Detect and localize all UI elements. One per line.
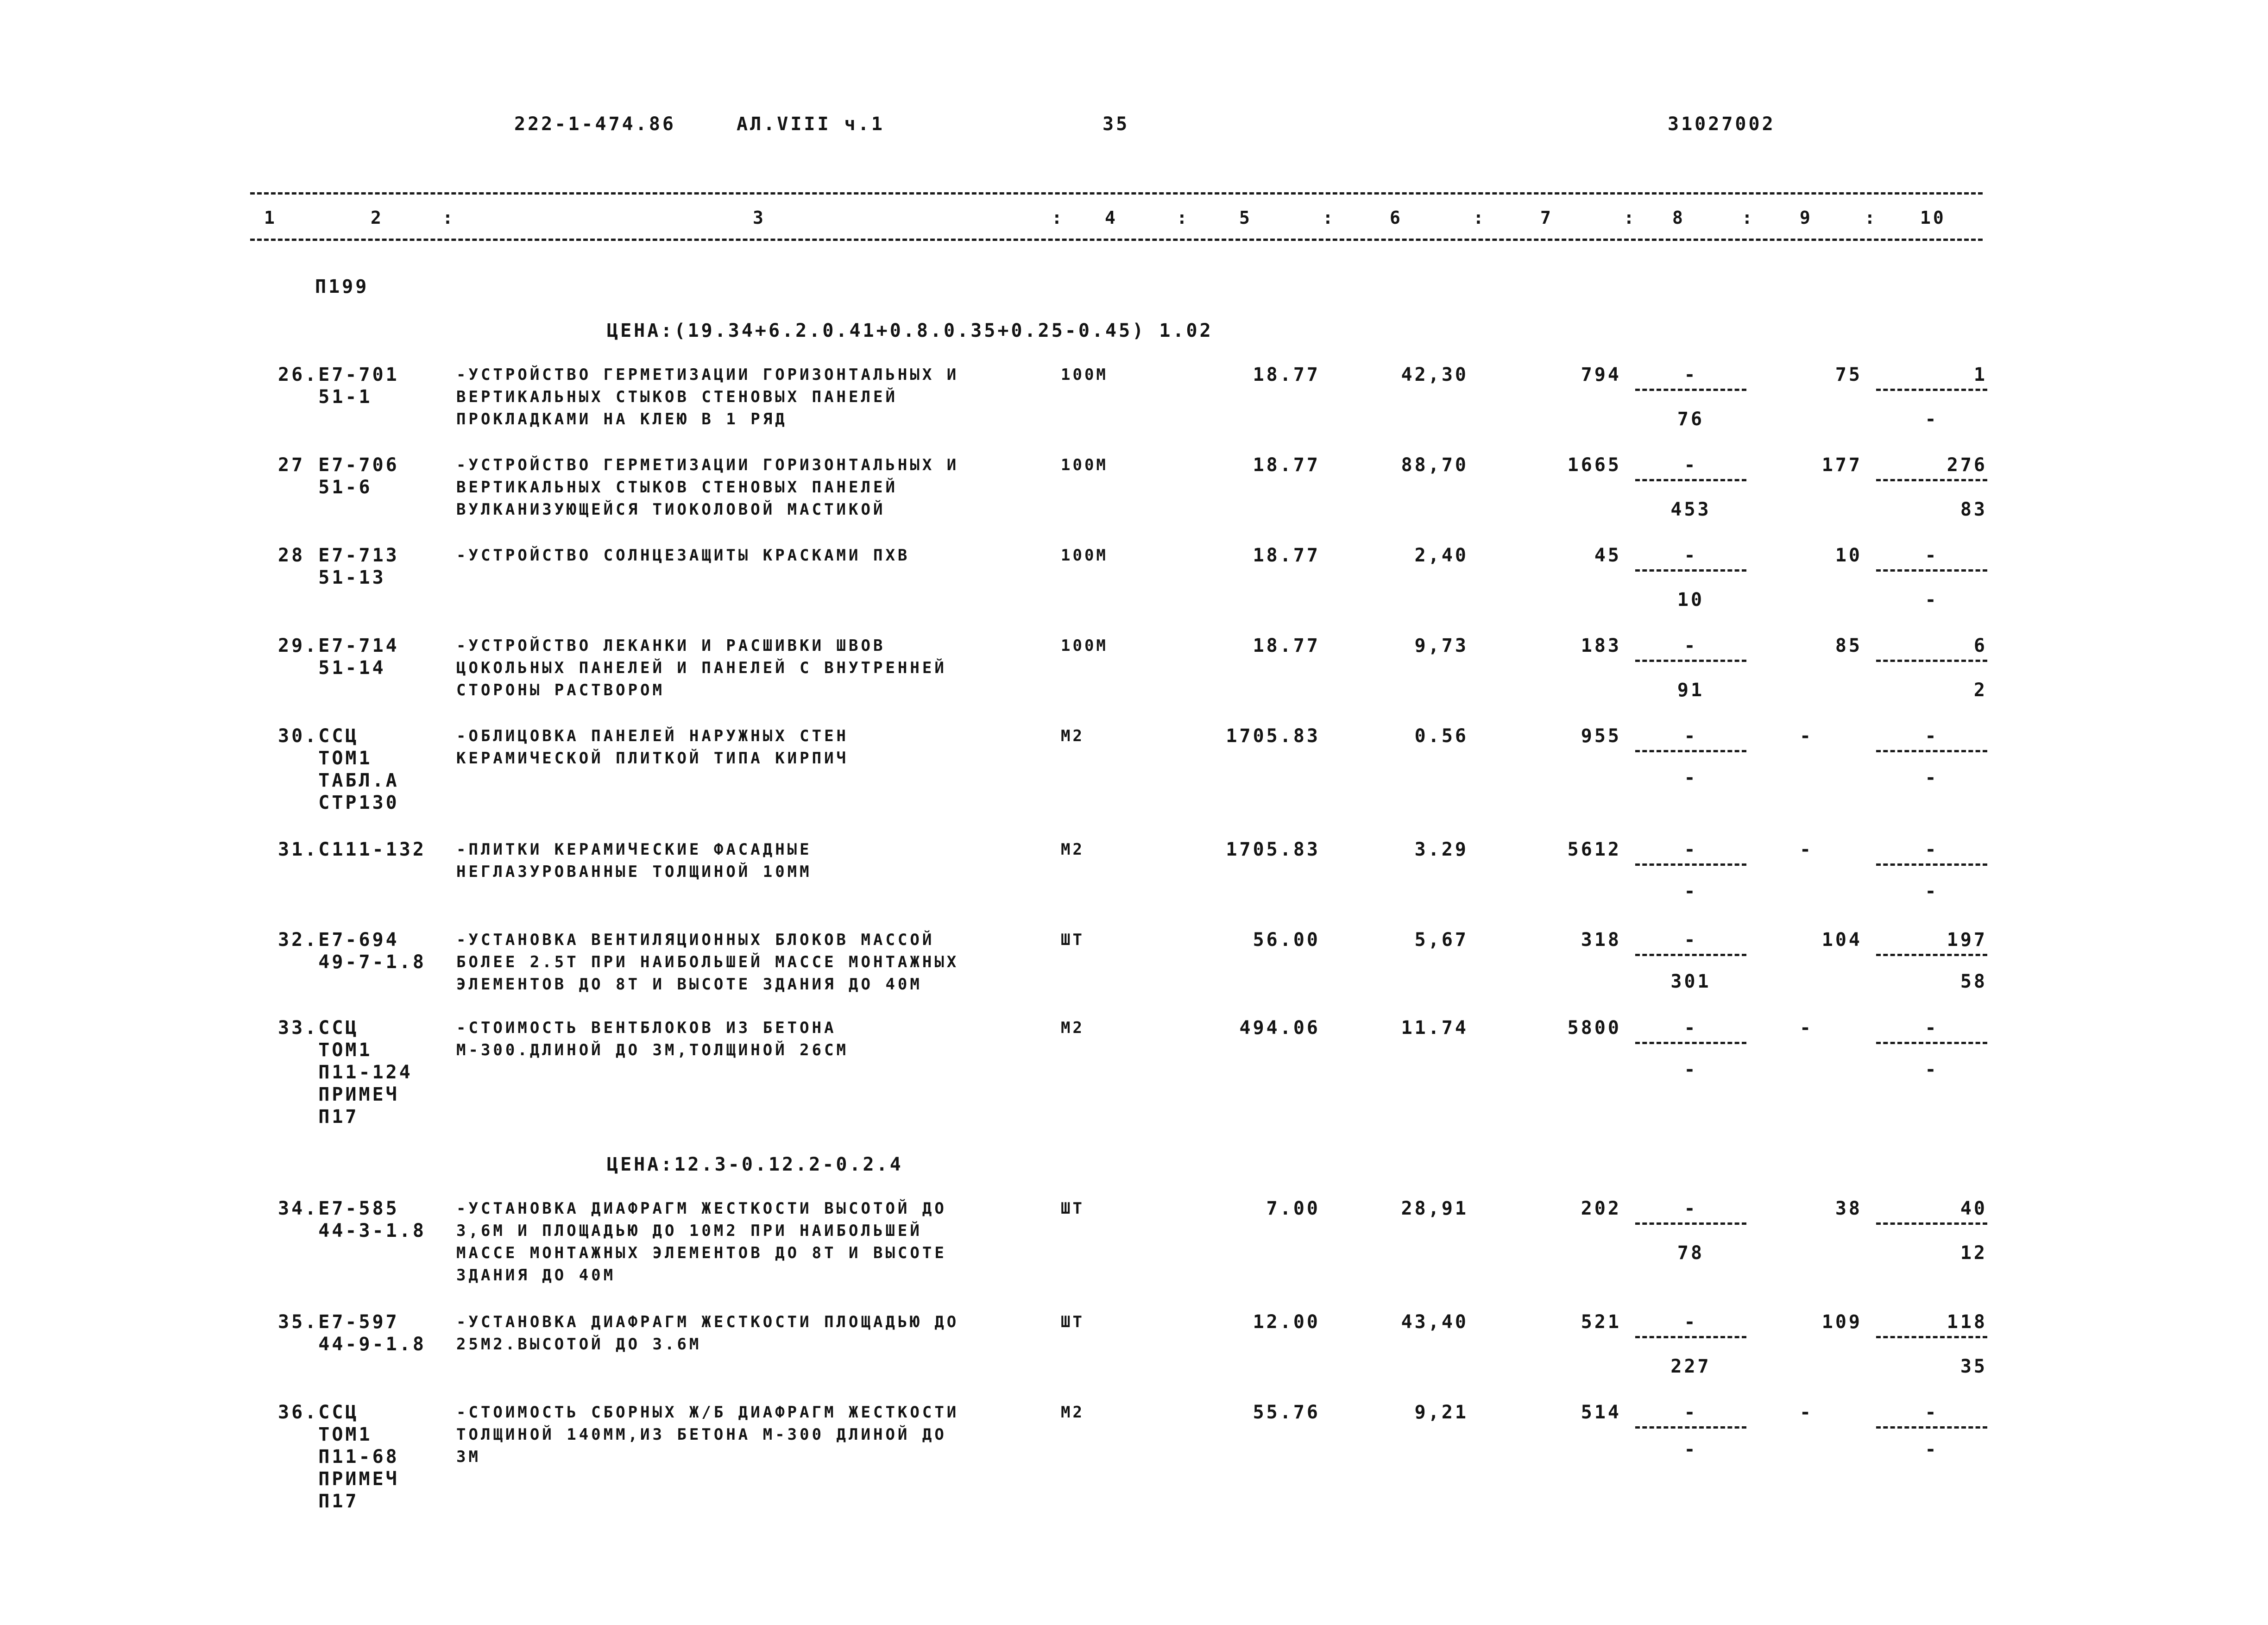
section-ref: П199: [315, 276, 369, 297]
table-header-bottom-rule: [250, 239, 1983, 241]
row-total: 45: [1594, 545, 1621, 566]
col10-bottom: 83: [1960, 499, 1987, 520]
row-unit-price: 9,21: [1414, 1402, 1468, 1423]
fraction-bar: [1876, 569, 1987, 572]
row-unit-price: 9,73: [1414, 635, 1468, 656]
fraction-bar: [1876, 660, 1987, 662]
row-col9: 109: [1821, 1311, 1862, 1333]
row-unit: М2: [1061, 727, 1084, 745]
col10-top: 1: [1973, 364, 1987, 385]
col8-bottom: 91: [1677, 680, 1705, 701]
row-code: 35.Е7-597 44-9-1.8: [278, 1311, 426, 1355]
row-quantity: 7.00: [1266, 1198, 1320, 1219]
row-description: -ПЛИТКИ КЕРАМИЧЕСКИЕ ФАСАДНЫЕ НЕГЛАЗУРОВАННЫЕ ТОЛЩИНОЙ 10ММ: [456, 840, 812, 881]
col10-top: -: [1925, 839, 1939, 860]
col10-top: 6: [1973, 635, 1987, 656]
price-formula: ЦЕНА:(19.34+6.2.0.41+0.8.0.35+0.25-0.45) 1.02: [607, 320, 1213, 341]
row-quantity: 1705.83: [1226, 839, 1320, 860]
col8-bottom: 227: [1670, 1356, 1711, 1377]
col8-bottom: 10: [1677, 589, 1705, 611]
row-code: 26.Е7-701 51-1: [278, 364, 399, 408]
col-num-9: 9: [1800, 208, 1813, 228]
row-description: -УСТРОЙСТВО ГЕРМЕТИЗАЦИИ ГОРИЗОНТАЛЬНЫХ И ВЕРТИКАЛЬНЫХ СТЫКОВ СТЕНОВЫХ ПАНЕЛЕЙ ПРОКЛАДКАМИ НА КЛЕЮ В 1 РЯД: [456, 365, 959, 428]
row-col10-fraction: [1876, 1311, 1987, 1377]
col8-top: -: [1684, 929, 1698, 951]
row-total: 5800: [1567, 1017, 1621, 1039]
row-quantity: 18.77: [1253, 635, 1320, 656]
row-col10-fraction: [1876, 1401, 1987, 1460]
col-num-1: 1: [264, 208, 277, 228]
col10-top: -: [1925, 1017, 1939, 1039]
row-unit: 100М: [1061, 546, 1108, 565]
row-quantity: 1705.83: [1226, 725, 1320, 747]
row-col9: 10: [1835, 545, 1862, 566]
row-unit: 100М: [1061, 365, 1108, 384]
row-unit-price: 43,40: [1401, 1311, 1468, 1333]
col8-bottom: -: [1684, 881, 1698, 902]
row-col8-fraction: [1635, 1401, 1746, 1460]
row-col10-fraction: [1876, 1017, 1987, 1080]
row-unit-price: 0.56: [1414, 725, 1468, 747]
fraction-bar: [1876, 954, 1987, 956]
row-unit-price: 3.29: [1414, 839, 1468, 860]
row-col9: -: [1800, 839, 1814, 860]
row-col8-fraction: [1635, 364, 1746, 430]
col8-top: -: [1684, 1198, 1698, 1219]
row-col10-fraction: [1876, 1197, 1987, 1264]
row-code: 33.ССЦ ТОМ1 П11-124 ПРИМЕЧ П17: [278, 1017, 413, 1127]
col8-top: -: [1684, 1311, 1698, 1333]
row-description: -СТОИМОСТЬ СБОРНЫХ Ж/Б ДИАФРАГМ ЖЕСТКОСТИ ТОЛЩИНОЙ 140ММ,ИЗ БЕТОНА М-300 ДЛИНОЙ ДО 3М: [456, 1403, 959, 1466]
row-total: 1665: [1567, 454, 1621, 476]
row-col10-fraction: [1876, 725, 1987, 788]
row-code: 29.Е7-714 51-14: [278, 635, 399, 679]
row-col9: 177: [1821, 454, 1862, 476]
row-quantity: 55.76: [1253, 1402, 1320, 1423]
row-quantity: 18.77: [1253, 545, 1320, 566]
fraction-bar: [1876, 1042, 1987, 1044]
row-quantity: 18.77: [1253, 364, 1320, 385]
row-description: -УСТРОЙСТВО ЛЕКАНКИ И РАСШИВКИ ШВОВ ЦОКОЛЬНЫХ ПАНЕЛЕЙ И ПАНЕЛЕЙ С ВНУТРЕННЕЙ СТОРОНЫ РАСТВОРОМ: [456, 636, 947, 699]
col-separator: :: [1865, 208, 1877, 228]
row-unit: М2: [1061, 840, 1084, 859]
col10-bottom: 2: [1973, 680, 1987, 701]
col8-bottom: 301: [1670, 971, 1711, 992]
fraction-bar: [1635, 569, 1746, 572]
col-num-4: 4: [1105, 208, 1118, 228]
row-total: 514: [1581, 1402, 1621, 1423]
row-unit: ШТ: [1061, 1199, 1084, 1218]
row-col8-fraction: [1635, 1197, 1746, 1264]
col10-bottom: 35: [1960, 1356, 1987, 1377]
row-quantity: 56.00: [1253, 929, 1320, 951]
fraction-bar: [1635, 389, 1746, 391]
col8-bottom: -: [1684, 1439, 1698, 1460]
row-col8-fraction: [1635, 454, 1746, 520]
row-total: 521: [1581, 1311, 1621, 1333]
row-code: 31.С111-132: [278, 839, 426, 860]
col8-top: -: [1684, 1402, 1698, 1423]
col8-bottom: 76: [1677, 409, 1705, 430]
row-total: 318: [1581, 929, 1621, 951]
col10-top: -: [1925, 725, 1939, 747]
row-unit-price: 88,70: [1401, 454, 1468, 476]
col8-bottom: -: [1684, 1059, 1698, 1080]
row-col8-fraction: [1635, 635, 1746, 701]
col8-top: -: [1684, 454, 1698, 476]
fraction-bar: [1635, 1042, 1746, 1044]
row-unit: ШТ: [1061, 931, 1084, 949]
row-code: 28 Е7-713 51-13: [278, 545, 399, 588]
col-separator: :: [442, 208, 455, 228]
fraction-bar: [1876, 1222, 1987, 1225]
column-number-row: [0, 208, 2268, 231]
row-col10-fraction: [1876, 364, 1987, 430]
row-col8-fraction: [1635, 544, 1746, 611]
row-col10-fraction: [1876, 838, 1987, 902]
page-number: 35: [1102, 113, 1130, 135]
col8-top: -: [1684, 545, 1698, 566]
row-col9: 75: [1835, 364, 1862, 385]
row-unit: 100М: [1061, 456, 1108, 474]
row-total: 183: [1581, 635, 1621, 656]
col10-bottom: -: [1925, 767, 1939, 788]
row-unit: ШТ: [1061, 1313, 1084, 1331]
table-top-rule: [250, 192, 1983, 195]
row-col10-fraction: [1876, 929, 1987, 992]
fraction-bar: [1635, 1426, 1746, 1429]
col-num-7: 7: [1540, 208, 1553, 228]
col-num-3: 3: [753, 208, 766, 228]
fraction-bar: [1635, 750, 1746, 752]
row-code: 32.Е7-694 49-7-1.8: [278, 929, 426, 973]
row-col9: -: [1800, 1017, 1814, 1039]
album-ref: АЛ.VIII ч.1: [737, 113, 885, 135]
fraction-bar: [1876, 1336, 1987, 1338]
row-unit-price: 28,91: [1401, 1198, 1468, 1219]
col8-top: -: [1684, 839, 1698, 860]
col-num-6: 6: [1390, 208, 1403, 228]
fraction-bar: [1876, 863, 1987, 866]
row-description: -УСТАНОВКА ВЕНТИЛЯЦИОННЫХ БЛОКОВ МАССОЙ БОЛЕЕ 2.5Т ПРИ НАИБОЛЬШЕЙ МАССЕ МОНТАЖНЫХ ЭЛЕМЕНТОВ ДО 8Т И ВЫСОТЕ ЗДАНИЯ ДО 40М: [456, 931, 959, 994]
col10-bottom: -: [1925, 881, 1939, 902]
row-unit-price: 5,67: [1414, 929, 1468, 951]
row-code: 34.Е7-585 44-3-1.8: [278, 1198, 426, 1241]
price-formula: ЦЕНА:12.3-0.12.2-0.2.4: [607, 1154, 903, 1175]
row-total: 794: [1581, 364, 1621, 385]
fraction-bar: [1635, 1222, 1746, 1225]
col-separator: :: [1624, 208, 1637, 228]
col8-top: -: [1684, 1017, 1698, 1039]
col10-top: -: [1925, 545, 1939, 566]
row-unit: М2: [1061, 1403, 1084, 1422]
col10-bottom: 58: [1960, 971, 1987, 992]
row-col10-fraction: [1876, 454, 1987, 520]
row-col8-fraction: [1635, 929, 1746, 992]
col10-bottom: -: [1925, 409, 1939, 430]
col10-bottom: -: [1925, 1439, 1939, 1460]
col10-top: 276: [1947, 454, 1987, 476]
col8-top: -: [1684, 725, 1698, 747]
row-total: 5612: [1567, 839, 1621, 860]
row-code: 36.ССЦ ТОМ1 П11-68 ПРИМЕЧ П17: [278, 1402, 399, 1512]
col-num-5: 5: [1239, 208, 1252, 228]
col-separator: :: [1177, 208, 1190, 228]
col10-top: 197: [1947, 929, 1987, 951]
fraction-bar: [1876, 389, 1987, 391]
row-quantity: 12.00: [1253, 1311, 1320, 1333]
row-description: -ОБЛИЦОВКА ПАНЕЛЕЙ НАРУЖНЫХ СТЕН КЕРАМИЧЕСКОЙ ПЛИТКОЙ ТИПА КИРПИЧ: [456, 727, 849, 768]
row-col9: -: [1800, 725, 1814, 747]
row-description: -УСТАНОВКА ДИАФРАГМ ЖЕСТКОСТИ ВЫСОТОЙ ДО 3,6М И ПЛОЩАДЬЮ ДО 10М2 ПРИ НАИБОЛЬШЕЙ МАССЕ МОНТАЖНЫХ ЭЛЕМЕНТОВ ДО 8Т И ВЫСОТЕ ЗДАНИЯ ДО 40М: [456, 1199, 947, 1285]
fraction-bar: [1635, 479, 1746, 481]
fraction-bar: [1876, 479, 1987, 481]
fraction-bar: [1635, 954, 1746, 956]
row-code: 30.ССЦ ТОМ1 ТАБЛ.А СТР130: [278, 725, 399, 813]
col10-bottom: -: [1925, 589, 1939, 611]
row-description: -СТОИМОСТЬ ВЕНТБЛОКОВ ИЗ БЕТОНА М-300.ДЛИНОЙ ДО 3М,ТОЛЩИНОЙ 26СМ: [456, 1019, 849, 1059]
doc-code: 222-1-474.86: [514, 113, 676, 135]
fraction-bar: [1635, 863, 1746, 866]
row-col9: 104: [1821, 929, 1862, 951]
row-total: 202: [1581, 1198, 1621, 1219]
col-num-10: 10: [1920, 208, 1946, 228]
fraction-bar: [1876, 750, 1987, 752]
col-separator: :: [1473, 208, 1486, 228]
row-col9: 38: [1835, 1198, 1862, 1219]
row-col10-fraction: [1876, 635, 1987, 701]
registry-number: 31027002: [1668, 113, 1776, 135]
row-col9: 85: [1835, 635, 1862, 656]
col8-bottom: 453: [1670, 499, 1711, 520]
fraction-bar: [1635, 660, 1746, 662]
row-code: 27 Е7-706 51-6: [278, 454, 399, 498]
col10-bottom: -: [1925, 1059, 1939, 1080]
row-col8-fraction: [1635, 1017, 1746, 1080]
col8-top: -: [1684, 635, 1698, 656]
fraction-bar: [1876, 1426, 1987, 1429]
row-unit-price: 11.74: [1401, 1017, 1468, 1039]
col8-top: -: [1684, 364, 1698, 385]
row-unit: М2: [1061, 1019, 1084, 1037]
col-num-2: 2: [371, 208, 384, 228]
row-col10-fraction: [1876, 544, 1987, 611]
row-col8-fraction: [1635, 838, 1746, 902]
col-num-8: 8: [1672, 208, 1685, 228]
col10-top: 118: [1947, 1311, 1987, 1333]
row-col9: -: [1800, 1402, 1814, 1423]
col-separator: :: [1052, 208, 1065, 228]
row-unit-price: 42,30: [1401, 364, 1468, 385]
col10-top: 40: [1960, 1198, 1987, 1219]
row-description: -УСТРОЙСТВО ГЕРМЕТИЗАЦИИ ГОРИЗОНТАЛЬНЫХ И ВЕРТИКАЛЬНЫХ СТЫКОВ СТЕНОВЫХ ПАНЕЛЕЙ ВУЛКАНИЗУЮЩЕЙСЯ ТИОКОЛОВОЙ МАСТИКОЙ: [456, 456, 959, 519]
row-total: 955: [1581, 725, 1621, 747]
fraction-bar: [1635, 1336, 1746, 1338]
col8-bottom: 78: [1677, 1242, 1705, 1264]
col-separator: :: [1323, 208, 1336, 228]
row-unit-price: 2,40: [1414, 545, 1468, 566]
row-quantity: 494.06: [1239, 1017, 1320, 1039]
col10-bottom: 12: [1960, 1242, 1987, 1264]
col10-top: -: [1925, 1402, 1939, 1423]
row-unit: 100М: [1061, 636, 1108, 655]
row-col8-fraction: [1635, 725, 1746, 788]
row-description: -УСТРОЙСТВО СОЛНЦЕЗАЩИТЫ КРАСКАМИ ПХВ: [456, 546, 910, 565]
row-col8-fraction: [1635, 1311, 1746, 1377]
row-description: -УСТАНОВКА ДИАФРАГМ ЖЕСТКОСТИ ПЛОЩАДЬЮ ДО 25М2.ВЫСОТОЙ ДО 3.6М: [456, 1313, 959, 1354]
col-separator: :: [1742, 208, 1755, 228]
row-quantity: 18.77: [1253, 454, 1320, 476]
col8-bottom: -: [1684, 767, 1698, 788]
